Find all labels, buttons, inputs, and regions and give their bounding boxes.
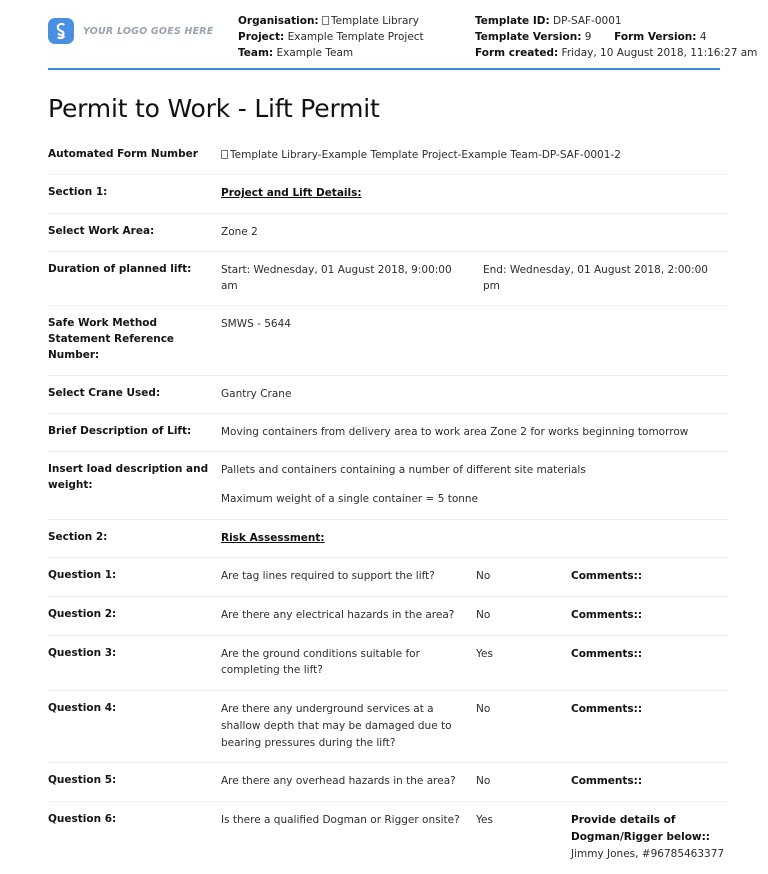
brand-swoosh-icon — [48, 18, 74, 44]
meta-team — [238, 46, 475, 62]
question-text: Are there any underground services at a shallow depth that may be damaged due to bearing pressures during the lift? — [221, 703, 452, 749]
header-right-meta — [475, 14, 757, 62]
comments-title: Comments:: — [571, 647, 643, 660]
meta-organisation-value: Template Library — [330, 15, 419, 27]
meta-versions — [475, 30, 757, 46]
meta-project-value: Example Template Project — [287, 30, 424, 43]
row-value: Gantry Crane — [221, 387, 292, 400]
meta-form-created-label: Form created: — [475, 46, 559, 59]
question-text: Are there any overhead hazards in the area? — [221, 775, 456, 788]
section-1-heading: Project and Lift Details: — [221, 187, 362, 200]
question-text: Is there a qualified Dogman or Rigger onsite? — [221, 814, 460, 827]
header-left-meta — [238, 14, 475, 62]
table-row-question — [48, 557, 728, 596]
question-answer: No — [476, 703, 491, 716]
comments-title: Comments:: — [571, 703, 643, 716]
meta-team-label: Team: — [238, 46, 274, 59]
question-text: Are tag lines required to support the lift? — [221, 569, 435, 582]
meta-template-version-value: 9 — [584, 30, 592, 43]
meta-form-version-label: Form Version: — [614, 30, 697, 43]
logo-block — [48, 14, 238, 44]
comments-title: Comments:: — [571, 608, 643, 621]
meta-form-version-value: 4 — [699, 30, 707, 43]
form-table — [48, 137, 728, 874]
table-row-question — [48, 635, 728, 691]
table-row-swms — [48, 305, 728, 374]
meta-organisation-label: Organisation: — [238, 15, 319, 27]
table-row-work-area — [48, 213, 728, 251]
question-label: Question 2: — [48, 607, 117, 620]
question-text: Are there any electrical hazards in the area? — [221, 608, 455, 621]
row-value — [221, 147, 728, 163]
table-row-question — [48, 596, 728, 635]
question-answer: No — [476, 569, 491, 582]
meta-project-label: Project: — [238, 30, 285, 43]
page-title: Permit to Work - Lift Permit — [48, 94, 380, 123]
table-row-crane — [48, 375, 728, 413]
question-answer: Yes — [476, 814, 493, 827]
row-label: Section 1: — [48, 186, 108, 199]
table-row-question — [48, 690, 728, 762]
row-label: Safe Work Method Statement Reference Number: — [48, 317, 175, 361]
table-row-load-description — [48, 451, 728, 519]
meta-template-version-label: Template Version: — [475, 30, 582, 43]
row-value: SMWS - 5644 — [221, 318, 291, 331]
question-comments — [571, 568, 728, 585]
meta-team-value: Example Team — [276, 46, 354, 59]
automated-form-number-text: Template Library-Example Template Project-Example Team-DP-SAF-0001-2 — [230, 149, 621, 161]
question-answer: No — [476, 775, 491, 788]
question-label: Question 1: — [48, 568, 117, 581]
row-value: Moving containers from delivery area to work area Zone 2 for works beginning tomorrow — [221, 425, 689, 438]
load-description-line-1: Pallets and containers containing a number of different site materials — [221, 464, 586, 477]
meta-form-created — [475, 46, 757, 62]
question-comments — [571, 812, 728, 862]
table-row-brief-description — [48, 413, 728, 451]
row-value — [221, 462, 728, 508]
table-row-question — [48, 762, 728, 801]
logo-caption: YOUR LOGO GOES HERE — [83, 25, 214, 37]
question-answer: Yes — [476, 647, 493, 660]
question-label: Question 4: — [48, 702, 117, 715]
meta-template-id-label: Template ID: — [475, 15, 550, 27]
row-label: Brief Description of Lift: — [48, 424, 192, 437]
meta-project — [238, 30, 475, 46]
question-comments — [571, 701, 728, 718]
missing-glyph-icon — [322, 16, 329, 25]
row-value: Zone 2 — [221, 225, 258, 238]
table-row-duration — [48, 251, 728, 306]
row-label: Duration of planned lift: — [48, 262, 192, 275]
meta-form-created-value: Friday, 10 August 2018, 11:16:27 am — [561, 46, 758, 59]
row-label: Automated Form Number — [48, 148, 198, 160]
question-comments — [571, 773, 728, 790]
comments-title: Comments:: — [571, 569, 643, 582]
document-header — [0, 0, 768, 62]
row-label: Select Work Area: — [48, 224, 155, 237]
table-row-section-2 — [48, 519, 728, 557]
section-2-heading: Risk Assessment: — [221, 531, 325, 544]
question-label: Question 3: — [48, 646, 117, 659]
meta-template-id-value: DP-SAF-0001 — [553, 15, 622, 27]
question-comments — [571, 607, 728, 624]
comments-title: Comments:: — [571, 775, 643, 788]
row-label: Section 2: — [48, 530, 108, 543]
question-label: Question 5: — [48, 774, 117, 787]
row-label: Insert load description and weight: — [48, 463, 209, 491]
duration-start-value: Start: Wednesday, 01 August 2018, 9:00:00 am — [221, 263, 452, 293]
table-row-automated-form-number — [48, 137, 728, 174]
comments-title: Provide details of Dogman/Rigger below:: — [571, 814, 711, 844]
question-comments — [571, 646, 728, 663]
table-row-section-1 — [48, 174, 728, 212]
meta-template-id — [475, 14, 757, 30]
table-row-question — [48, 801, 728, 873]
missing-glyph-icon — [221, 150, 228, 159]
load-description-line-2: Maximum weight of a single container = 5 tonne — [221, 493, 479, 506]
comments-body: Jimmy Jones, #96785463377 — [571, 847, 725, 860]
meta-organisation — [238, 14, 475, 30]
question-answer: No — [476, 608, 491, 621]
header-divider — [48, 68, 720, 70]
row-label: Select Crane Used: — [48, 386, 161, 399]
question-text: Are the ground conditions suitable for completing the lift? — [221, 647, 420, 677]
question-label: Question 6: — [48, 813, 117, 826]
duration-end-value: End: Wednesday, 01 August 2018, 2:00:00 pm — [483, 263, 708, 293]
